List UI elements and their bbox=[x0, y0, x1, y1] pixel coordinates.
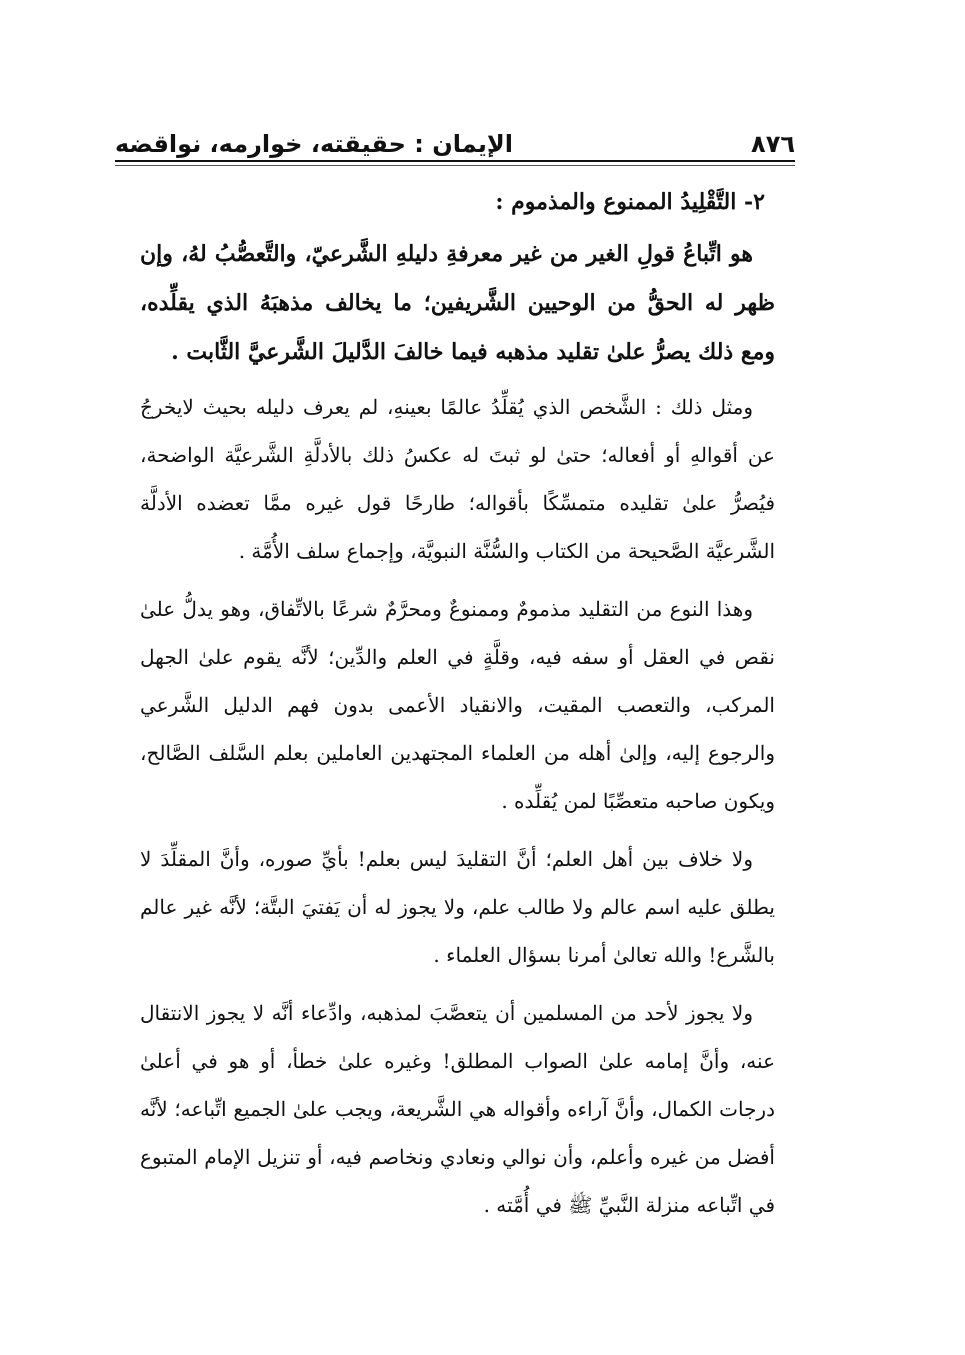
section-heading: ٢- التَّقْلِيدُ الممنوع والمذموم : bbox=[495, 189, 765, 215]
running-header bbox=[115, 118, 795, 158]
page-number: ٨٧٦ bbox=[751, 130, 795, 158]
body-paragraph-3: ولا خلاف بين أهل العلم؛ أنَّ التقليدَ ليس بعلم! بأيِّ صوره، وأنَّ المقلِّدَ لا يطلق عليه اسم عالم ولا طالب علم، ولا يجوز له أن يَفتيَ البتَّة؛ لأنَّه غير عالم بالشَّرع! والله تعالىٰ أمرنا بسؤال العلماء . bbox=[140, 847, 775, 967]
definition-paragraph: هو اتِّباعُ قولِ الغير من غير معرفةِ دليلهِ الشَّرعيّ، والتَّعصُّبُ لهُ، وإن ظهر له الحقُّ من الوحيين الشَّريفين؛ ما يخالف مذهبَهُ الذي يقلِّده، ومع ذلك يصرُّ علىٰ تقليد مذهبه فيما خالفَ الدَّليلَ الشَّرعيَّ الثَّابت . bbox=[140, 241, 775, 365]
body-paragraph-4: ولا يجوز لأحد من المسلمين أن يتعصَّبَ لمذهبه، وادِّعاء أنَّه لا يجوز الانتقال عنه، وأنَّ إمامه علىٰ الصواب المطلق! وغيره علىٰ خطأ، أو هو في أعلىٰ درجات الكمال، وأنَّ آراءه وأقواله هي الشَّريعة، ويجب علىٰ الجميع اتِّباعه؛ لأنَّه أفضل من غيره وأعلم، وأن نوالي ونعادي ونخاصم فيه، أو تنزيل الإمام المتبوع في اتِّباعه منزلة النَّبيِّ ﷺ في أُمَّته . bbox=[140, 1001, 775, 1217]
page-body bbox=[140, 178, 775, 1239]
body-paragraph-2: وهذا النوع من التقليد مذمومٌ وممنوعٌ ومحرَّمٌ شرعًا بالاتِّفاق، وهو يدلُّ علىٰ نقص في العقل أو سفه فيه، وقلَّةٍ في العلم والدِّين؛ لأنَّه يقوم علىٰ الجهل المركب، والتعصب المقيت، والانقياد الأعمى بدون فهم الدليل الشَّرعي والرجوع إليه، وإلىٰ أهله من العلماء المجتهدين العاملين بعلم السَّلف الصَّالح، ويكون صاحبه متعصِّبًا لمن يُقلِّده . bbox=[140, 597, 775, 813]
header-divider-thin bbox=[115, 165, 795, 166]
running-header-title: الإيمان : حقيقته، خوارمه، نواقضه bbox=[115, 130, 513, 158]
body-paragraph-1: ومثل ذلك : الشَّخص الذي يُقلِّدُ عالمًا بعينهِ، لم يعرف دليله بحيث لايخرجُ عن أقوالهِ أو أفعاله؛ حتىٰ لو ثبتَ له عكسُ ذلك بالأدلَّةِ الشَّرعيَّة الواضحة، فيُصرُّ علىٰ تقليده متمسِّكًا بأقواله؛ طارحًا قول غيره ممَّا تعضده الأدلَّة الشَّرعيَّة الصَّحيحة من الكتاب والسُّنَّة النبويَّة، وإجماع سلف الأُمَّة . bbox=[140, 395, 775, 563]
header-divider bbox=[115, 160, 795, 162]
